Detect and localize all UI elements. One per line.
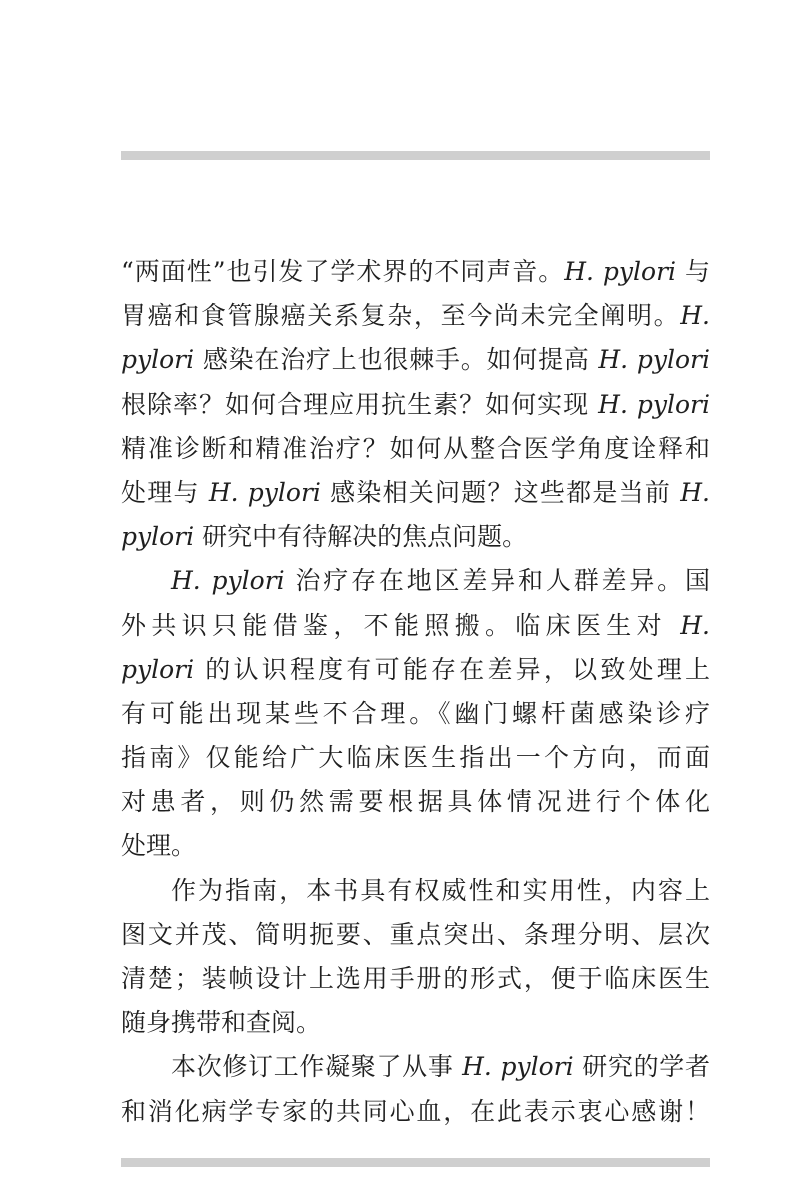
latin-species-name: H. pylori <box>171 566 285 596</box>
latin-species-name: H. pylori <box>598 345 710 375</box>
latin-species-name: H. <box>680 301 710 331</box>
line-text: pylori 研究中有待解决的焦点问题。 <box>121 522 528 552</box>
line-text: 精准诊断和精准治疗？如何从整合医学角度诠释和 <box>121 433 710 463</box>
latin-species-name: H. pylori <box>598 389 710 419</box>
text-line <box>121 780 710 824</box>
line-text: 对患者，则仍然需要根据具体情况进行个体化 <box>121 787 710 817</box>
line-text: 处理与 H. pylori 感染相关问题？这些都是当前 H. <box>121 477 710 507</box>
latin-species-name: H. <box>680 477 710 507</box>
text-line <box>121 383 710 427</box>
line-text: H. pylori 治疗存在地区差异和人群差异。国 <box>171 566 710 596</box>
text-line <box>121 736 710 780</box>
text-line <box>121 294 710 338</box>
text-line <box>121 824 710 868</box>
line-text: 和消化病学专家的共同心血，在此表示衷心感谢！ <box>121 1096 710 1126</box>
latin-species-name: pylori <box>121 345 195 375</box>
line-text: 本次修订工作凝聚了从事 H. pylori 研究的学者 <box>171 1052 710 1082</box>
text-line <box>121 427 710 471</box>
bottom-divider-rule <box>121 1158 710 1167</box>
line-text: 随身携带和查阅。 <box>121 1008 322 1038</box>
line-text: 作为指南，本书具有权威性和实用性，内容上 <box>171 875 710 905</box>
line-text: 指南》仅能给广大临床医生指出一个方向，而面 <box>121 743 710 773</box>
text-line <box>121 913 710 957</box>
line-text: 外共识只能借鉴，不能照搬。临床医生对 H. <box>121 610 710 640</box>
text-line <box>121 250 710 294</box>
text-line <box>121 957 710 1001</box>
line-text: 根除率？如何合理应用抗生素？如何实现 H. pylori <box>121 389 710 419</box>
text-line <box>121 471 710 515</box>
text-line <box>121 869 710 913</box>
text-line <box>121 1045 710 1089</box>
line-text: 有可能出现某些不合理。《幽门螺杆菌感染诊疗 <box>121 698 710 728</box>
line-text: 胃癌和食管腺癌关系复杂，至今尚未完全阐明。H. <box>121 301 710 331</box>
text-line <box>121 1090 710 1134</box>
text-line <box>121 604 710 648</box>
latin-species-name: pylori <box>121 654 195 684</box>
text-line <box>121 692 710 736</box>
text-line <box>121 648 710 692</box>
line-text: 清楚；装帧设计上选用手册的形式，便于临床医生 <box>121 964 710 993</box>
latin-species-name: pylori <box>121 522 195 552</box>
body-text <box>121 250 710 1134</box>
line-text: 处理。 <box>121 831 197 861</box>
top-divider-rule <box>121 151 710 160</box>
line-text: pylori 的认识程度有可能存在差异，以致处理上 <box>121 654 710 684</box>
line-text: 图文并茂、简明扼要、重点突出、条理分明、层次 <box>121 919 710 949</box>
text-line <box>121 338 710 382</box>
line-text: “两面性”也引发了学术界的不同声音。H. pylori 与 <box>121 257 710 286</box>
latin-species-name: H. pylori <box>462 1052 574 1082</box>
line-text: pylori 感染在治疗上也很棘手。如何提高 H. pylori <box>121 345 710 375</box>
text-line <box>121 515 710 559</box>
latin-species-name: H. pylori <box>208 477 321 507</box>
latin-species-name: H. <box>680 610 710 640</box>
text-line <box>121 1001 710 1045</box>
text-line <box>121 559 710 603</box>
latin-species-name: H. pylori <box>564 257 677 286</box>
